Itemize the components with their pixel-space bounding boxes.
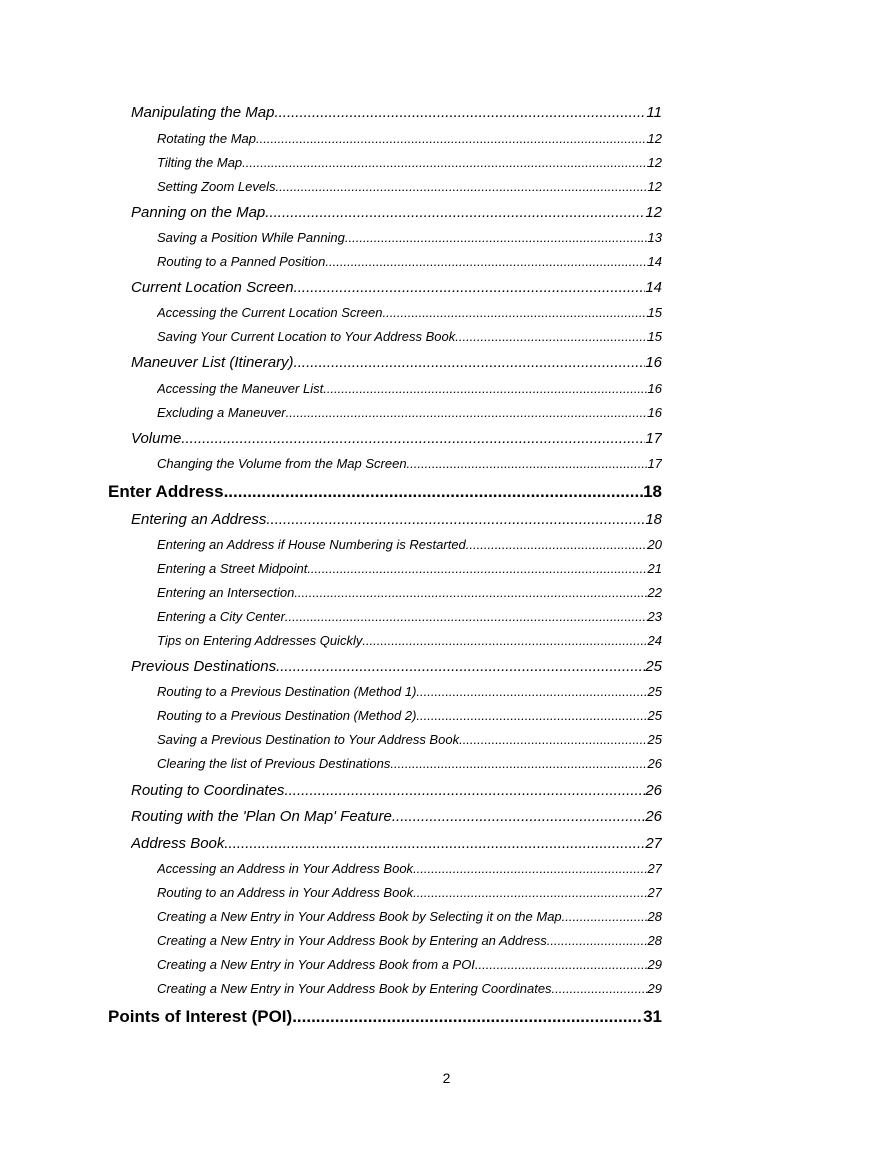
dot-leader: [392, 808, 645, 825]
toc-entry-title: Saving Your Current Location to Your Address Book: [157, 329, 456, 344]
toc-entry-title: Accessing an Address in Your Address Book: [157, 861, 414, 876]
toc-entry-page: 24: [647, 633, 662, 648]
toc-entry[interactable]: [157, 708, 662, 723]
toc-entry-title: Address Book: [131, 835, 225, 852]
dot-leader: [416, 684, 647, 699]
toc-entry-title: Routing with the 'Plan On Map' Feature: [131, 808, 392, 825]
toc-entry[interactable]: [157, 981, 662, 996]
toc-entry[interactable]: [131, 204, 662, 221]
dot-leader: [274, 104, 646, 121]
dot-leader: [276, 658, 645, 675]
toc-entry-title: Entering an Address: [131, 511, 267, 528]
toc-entry-page: 12: [645, 204, 662, 221]
toc-entry[interactable]: [157, 179, 662, 194]
toc-entry-page: 17: [647, 456, 662, 471]
dot-leader: [266, 511, 645, 528]
dot-leader: [294, 585, 647, 600]
toc-entry-title: Maneuver List (Itinerary): [131, 354, 294, 371]
toc-entry[interactable]: [131, 782, 662, 799]
toc-entry[interactable]: [131, 104, 662, 121]
dot-leader: [552, 981, 648, 996]
toc-entry-title: Entering an Intersection: [157, 585, 295, 600]
dot-leader: [242, 155, 647, 170]
dot-leader: [345, 230, 648, 245]
toc-entry-page: 16: [645, 354, 662, 371]
toc-entry-page: 17: [645, 430, 662, 447]
toc-entry-page: 25: [647, 708, 662, 723]
toc-entry-title: Accessing the Current Location Screen: [157, 305, 383, 320]
toc-entry-title: Setting Zoom Levels: [157, 179, 276, 194]
toc-entry[interactable]: [157, 585, 662, 600]
dot-leader: [294, 354, 646, 371]
toc-entry-page: 25: [645, 658, 662, 675]
toc-entry[interactable]: [157, 861, 662, 876]
toc-entry-page: 25: [647, 684, 662, 699]
toc-entry[interactable]: [157, 381, 662, 396]
toc-entry[interactable]: [131, 658, 662, 675]
dot-leader: [323, 381, 647, 396]
dot-leader: [390, 756, 647, 771]
dot-leader: [459, 732, 647, 747]
toc-entry[interactable]: [157, 254, 662, 269]
toc-entry-title: Clearing the list of Previous Destinations: [157, 756, 391, 771]
toc-entry[interactable]: [157, 329, 662, 344]
toc-entry-title: Points of Interest (POI): [108, 1007, 293, 1026]
toc-entry-title: Excluding a Maneuver: [157, 405, 286, 420]
dot-leader: [382, 305, 647, 320]
toc-entry-page: 18: [645, 511, 662, 528]
toc-entry[interactable]: [157, 909, 662, 924]
toc-entry-title: Tips on Entering Addresses Quickly: [157, 633, 363, 648]
toc-entry-page: 21: [647, 561, 662, 576]
toc-entry-page: 26: [645, 782, 662, 799]
toc-entry-title: Saving a Position While Panning: [157, 230, 345, 245]
toc-entry[interactable]: [157, 633, 662, 648]
toc-entry[interactable]: [157, 230, 662, 245]
toc-entry[interactable]: [157, 609, 662, 624]
toc-entry[interactable]: [157, 561, 662, 576]
dot-leader: [416, 708, 647, 723]
dot-leader: [413, 885, 647, 900]
toc-entry[interactable]: [157, 732, 662, 747]
dot-leader: [547, 933, 648, 948]
toc-entry[interactable]: [157, 684, 662, 699]
toc-entry-page: 11: [646, 104, 662, 121]
toc-entry[interactable]: [131, 808, 662, 825]
toc-entry[interactable]: [157, 933, 662, 948]
dot-leader: [286, 405, 648, 420]
dot-leader: [413, 861, 647, 876]
dot-leader: [562, 909, 648, 924]
toc-entry-page: 23: [647, 609, 662, 624]
toc-entry[interactable]: [157, 456, 662, 471]
toc-entry-page: 22: [647, 585, 662, 600]
toc-entry[interactable]: [157, 957, 662, 972]
toc-entry-title: Creating a New Entry in Your Address Book by Entering an Address: [157, 933, 547, 948]
toc-entry-page: 16: [647, 381, 662, 396]
dot-leader: [181, 430, 645, 447]
toc-entry-page: 29: [647, 957, 662, 972]
toc-entry[interactable]: [157, 405, 662, 420]
toc-entry-title: Creating a New Entry in Your Address Book by Selecting it on the Map: [157, 909, 562, 924]
toc-entry-title: Previous Destinations: [131, 658, 277, 675]
toc-entry-title: Routing to a Previous Destination (Method 2): [157, 708, 417, 723]
toc-entry[interactable]: [157, 537, 662, 552]
toc-entry-title: Current Location Screen: [131, 279, 294, 296]
toc-entry-title: Rotating the Map: [157, 131, 257, 146]
toc-entry-page: 13: [647, 230, 662, 245]
toc-entry-title: Entering a City Center: [157, 609, 285, 624]
toc-entry-title: Changing the Volume from the Map Screen: [157, 456, 407, 471]
toc-entry-page: 15: [647, 329, 662, 344]
toc-entry-page: 28: [647, 933, 662, 948]
dot-leader: [294, 279, 646, 296]
toc-entry-page: 12: [647, 131, 662, 146]
dot-leader: [455, 329, 647, 344]
toc-entry[interactable]: [131, 279, 662, 296]
toc-entry-page: 26: [647, 756, 662, 771]
toc-entry-page: 31: [643, 1007, 662, 1026]
toc-entry-title: Creating a New Entry in Your Address Book from a POI: [157, 957, 475, 972]
toc-entry-page: 27: [647, 885, 662, 900]
dot-leader: [284, 782, 645, 799]
toc-entry-title: Entering a Street Midpoint: [157, 561, 308, 576]
toc-entry[interactable]: [131, 835, 662, 852]
dot-leader: [307, 561, 647, 576]
toc-entry[interactable]: [131, 354, 662, 371]
toc-entry-title: Entering an Address if House Numbering is Restarted: [157, 537, 466, 552]
dot-leader: [224, 482, 644, 502]
dot-leader: [407, 456, 648, 471]
toc-entry[interactable]: [157, 756, 662, 771]
toc-entry-page: 25: [647, 732, 662, 747]
toc-entry-page: 14: [647, 254, 662, 269]
toc-entry-page: 15: [647, 305, 662, 320]
toc-entry-page: 20: [647, 537, 662, 552]
page-number: 2: [442, 1070, 451, 1086]
dot-leader: [285, 609, 648, 624]
toc-entry-title: Routing to Coordinates: [131, 782, 285, 799]
toc-entry-title: Creating a New Entry in Your Address Book by Entering Coordinates: [157, 981, 552, 996]
dot-leader: [224, 835, 645, 852]
toc-entry-title: Tilting the Map: [157, 155, 243, 170]
toc-entry[interactable]: [157, 155, 662, 170]
toc-entry[interactable]: [157, 305, 662, 320]
toc-entry-title: Volume: [131, 430, 182, 447]
toc-entry-page: 29: [647, 981, 662, 996]
toc-entry-page: 26: [645, 808, 662, 825]
toc-entry-page: 27: [647, 861, 662, 876]
toc-entry-page: 18: [643, 482, 662, 501]
toc-entry-page: 27: [645, 835, 662, 852]
toc-entry[interactable]: [157, 885, 662, 900]
toc-entry[interactable]: [131, 511, 662, 528]
dot-leader: [265, 204, 645, 221]
toc-entry-title: Panning on the Map: [131, 204, 266, 221]
toc-entry-title: Enter Address: [108, 482, 224, 501]
toc-entry-title: Routing to a Panned Position: [157, 254, 326, 269]
toc-entry-page: 16: [647, 405, 662, 420]
toc-entry[interactable]: [108, 482, 662, 502]
toc-entry-page: 12: [647, 179, 662, 194]
toc-entry-title: Routing to an Address in Your Address Book: [157, 885, 414, 900]
dot-leader: [475, 957, 648, 972]
toc-entry-title: Saving a Previous Destination to Your Address Book: [157, 732, 460, 747]
dot-leader: [362, 633, 647, 648]
toc-entry[interactable]: [131, 430, 662, 447]
toc-entry-title: Accessing the Maneuver List: [157, 381, 324, 396]
dot-leader: [292, 1007, 643, 1027]
dot-leader: [256, 131, 648, 146]
toc-entry-page: 12: [647, 155, 662, 170]
dot-leader: [325, 254, 647, 269]
dot-leader: [466, 537, 648, 552]
toc-entry-page: 28: [647, 909, 662, 924]
toc-entry-title: Routing to a Previous Destination (Method 1): [157, 684, 417, 699]
dot-leader: [276, 179, 648, 194]
toc-entry-page: 14: [645, 279, 662, 296]
toc-entry[interactable]: [157, 131, 662, 146]
toc-entry-title: Manipulating the Map: [131, 104, 275, 121]
toc-entry[interactable]: [108, 1007, 662, 1027]
